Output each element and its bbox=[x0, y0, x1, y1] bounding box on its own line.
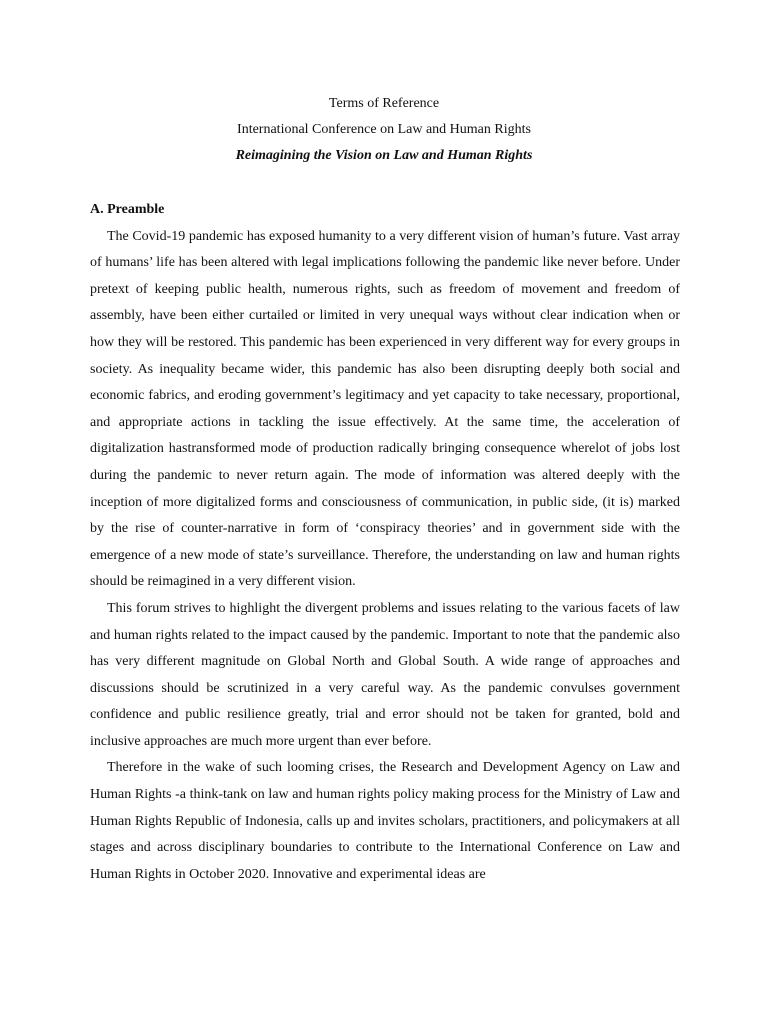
section-heading: A. Preamble bbox=[90, 202, 165, 217]
document-title: Terms of Reference bbox=[328, 96, 440, 111]
paragraph: The Covid-19 pandemic has exposed humanity to a very different vision of human’s future. Vast array of humans’ life has been altered with legal implications following the pandemic like never before. Under pretext of keeping public health, numerous rights, such as freedom of movement and freedom of assembly, have been either curtailed or limited in very unequal ways without clear indication when or how they will be restored. This pandemic has been experienced in very different way for every groups in society. As inequality became wider, this pandemic has also been disrupting deeply both social and economic fabrics, and eroding government’s legitimacy and yet capacity to take necessary, proportional, and appropriate actions in tackling the issue effectively. At the same time, the acceleration of digitalization hastransformed mode of production radically bringing consequence wherelot of jobs lost during the pandemic to never return again. The mode of information was altered deeply with the inception of more digitalized forms and consciousness of communication, in public side, (it is) marked by the rise of counter-narrative in form of ‘conspiracy theories’ and in government side with the emergence of a new mode of state’s surveillance. Therefore, the understanding on law and human rights should be reimagined in a very different vision. bbox=[90, 228, 680, 590]
paragraph: Therefore in the wake of such looming crises, the Research and Development Agency on Law and Human Rights -a think-tank on law and human rights policy making process for the Ministry of Law and Human Rights Republic of Indonesia, calls up and invites scholars, practitioners, and policymakers at all stages and across disciplinary boundaries to contribute to the International Conference on Law and Human Rights in October 2020. Innovative and experimental ideas are bbox=[90, 760, 680, 882]
paragraph: This forum strives to highlight the divergent problems and issues relating to the various facets of law and human rights related to the impact caused by the pandemic. Important to note that the pandemic also has very different magnitude on Global North and Global South. A wide range of approaches and discussions should be scrutinized in a very careful way. As the pandemic convulses government confidence and public resilience greatly, trial and error should not be taken for granted, bold and inclusive approaches are much more urgent than ever before. bbox=[90, 600, 680, 749]
document-header bbox=[0, 91, 768, 169]
document-body bbox=[90, 197, 680, 888]
conference-name: International Conference on Law and Human Rights bbox=[237, 122, 531, 137]
document-subtitle: Reimagining the Vision on Law and Human Rights bbox=[235, 148, 533, 163]
